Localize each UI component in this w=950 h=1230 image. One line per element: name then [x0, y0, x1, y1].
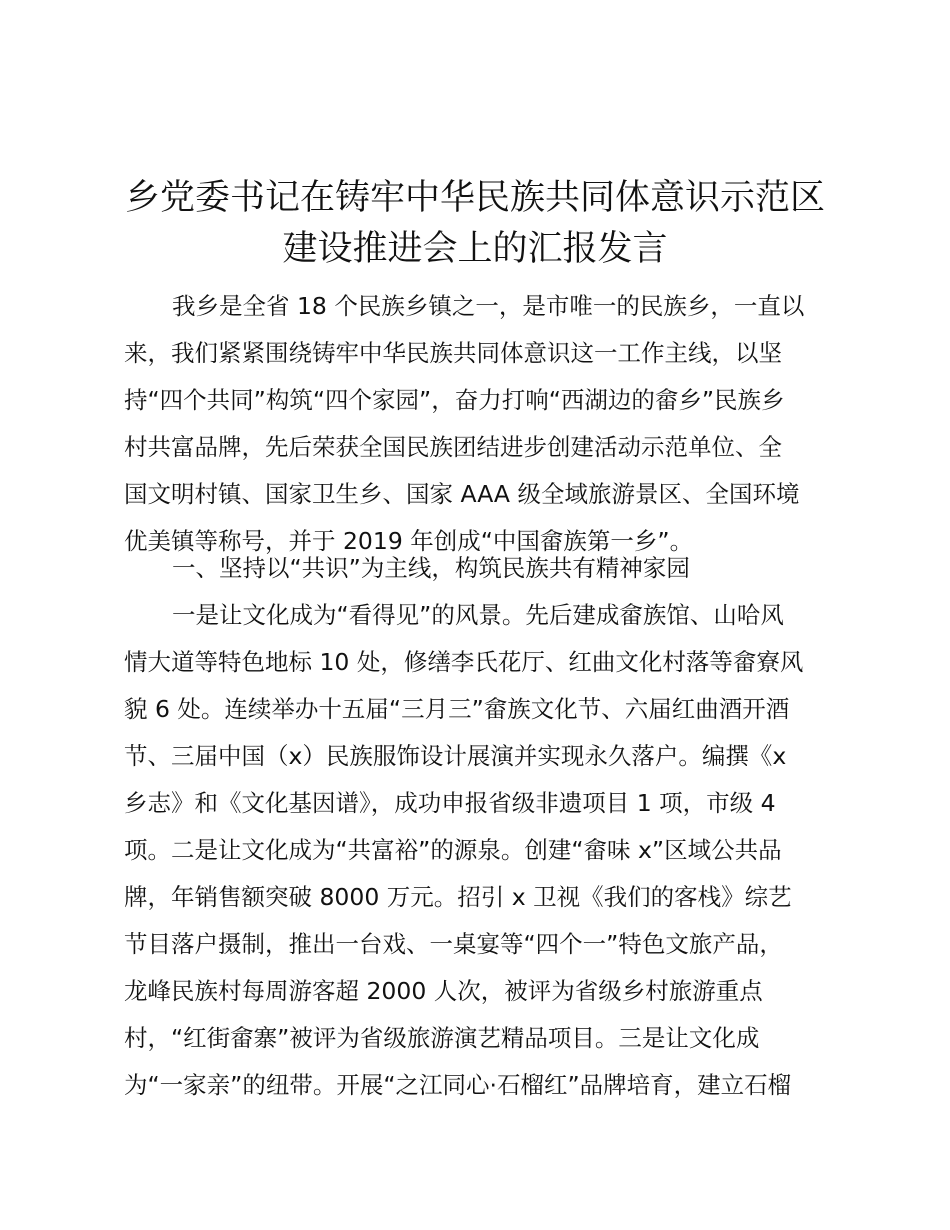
body-paragraph-line-1: 一是让文化成为“看得见”的风景。先后建成畲族馆、山哈风 [172, 601, 784, 629]
body-paragraph-line-3: 貌 6 处。连续举办十五届“三月三”畲族文化节、六届红曲酒开酒 [124, 695, 790, 723]
body-paragraph-line-6: 项。二是让文化成为“共富裕”的源泉。创建“畲味 x”区域公共品 [124, 836, 782, 864]
body-paragraph-line-7: 牌，年销售额突破 8000 万元。招引 x 卫视《我们的客栈》综艺 [124, 883, 792, 911]
intro-paragraph-line-1: 我乡是全省 18 个民族乡镇之一，是市唯一的民族乡，一直以 [172, 292, 805, 320]
body-paragraph-line-4: 节、三届中国（x）民族服饰设计展演并实现永久落户。编撰《x [124, 742, 787, 770]
intro-paragraph-line-6: 优美镇等称号，并于 2019 年创成“中国畲族第一乡”。 [124, 527, 694, 555]
body-paragraph-line-10: 村，“红街畲寨”被评为省级旅游演艺精品项目。三是让文化成 [124, 1024, 760, 1052]
intro-paragraph-line-2: 来，我们紧紧围绕铸牢中华民族共同体意识这一工作主线，以坚 [124, 339, 782, 367]
intro-paragraph-line-5: 国文明村镇、国家卫生乡、国家 AAA 级全域旅游景区、全国环境 [124, 480, 800, 508]
intro-paragraph-line-4: 村共富品牌，先后荣获全国民族团结进步创建活动示范单位、全 [124, 433, 782, 461]
section-heading: 一、坚持以“共识”为主线，构筑民族共有精神家园 [172, 554, 690, 582]
body-paragraph-line-11: 为“一家亲”的纽带。开展“之江同心·石榴红”品牌培育，建立石榴 [124, 1071, 792, 1099]
intro-paragraph-line-3: 持“四个共同”构筑“四个家园”，奋力打响“西湖边的畲乡”民族乡 [124, 386, 785, 414]
body-paragraph-line-9: 龙峰民族村每周游客超 2000 人次，被评为省级乡村旅游重点 [124, 977, 763, 1005]
body-paragraph-line-8: 节目落户摄制，推出一台戏、一桌宴等“四个一”特色文旅产品， [124, 930, 783, 958]
document-title-line-2: 建设推进会上的汇报发言 [282, 229, 668, 269]
body-paragraph-line-2: 情大道等特色地标 10 处，修缮李氏花厅、红曲文化村落等畲寮风 [124, 648, 804, 676]
document-title-line-1: 乡党委书记在铸牢中华民族共同体意识示范区 [124, 178, 825, 218]
body-paragraph-line-5: 乡志》和《文化基因谱》，成功申报省级非遗项目 1 项，市级 4 [124, 789, 776, 817]
